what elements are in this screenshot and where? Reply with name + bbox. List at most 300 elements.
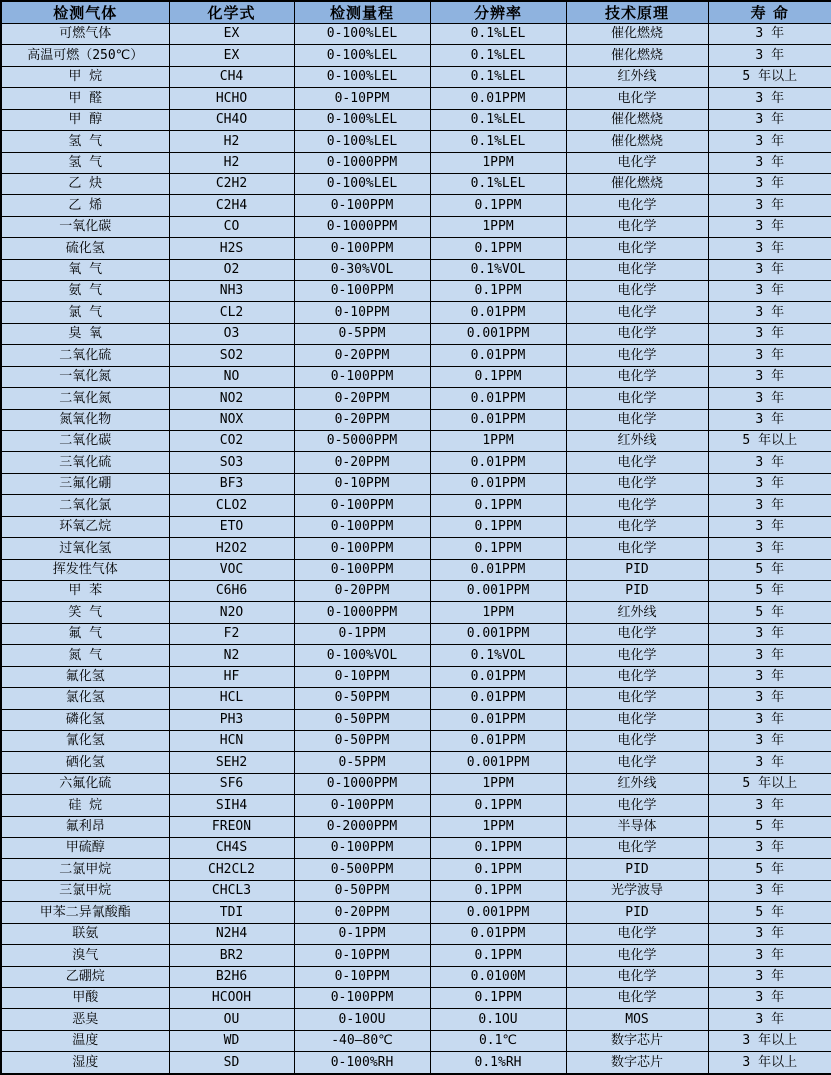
- formula-cell: NO2: [169, 388, 294, 409]
- range-cell: 0-10PPM: [294, 302, 430, 323]
- principle-cell: PID: [566, 559, 708, 580]
- formula-cell: C2H4: [169, 195, 294, 216]
- principle-cell: 催化燃烧: [566, 173, 708, 194]
- principle-cell: 电化学: [566, 281, 708, 302]
- formula-cell: CO2: [169, 431, 294, 452]
- column-header-range: 检测量程: [294, 1, 430, 24]
- principle-cell: 数字芯片: [566, 1030, 708, 1051]
- gas-name-cell: 甲 苯: [1, 580, 169, 601]
- range-cell: 0-10OU: [294, 1009, 430, 1030]
- principle-cell: PID: [566, 902, 708, 923]
- gas-name-cell: 硫化氢: [1, 238, 169, 259]
- resolution-cell: 0.1PPM: [430, 987, 566, 1008]
- lifespan-cell: 3 年以上: [708, 1052, 831, 1074]
- principle-cell: 电化学: [566, 302, 708, 323]
- resolution-cell: 0.01PPM: [430, 688, 566, 709]
- formula-cell: C6H6: [169, 580, 294, 601]
- gas-name-cell: 氟 气: [1, 623, 169, 644]
- principle-cell: 电化学: [566, 709, 708, 730]
- resolution-cell: 0.01PPM: [430, 345, 566, 366]
- lifespan-cell: 3 年: [708, 516, 831, 537]
- formula-cell: N2O: [169, 602, 294, 623]
- gas-name-cell: 溴气: [1, 945, 169, 966]
- principle-cell: 电化学: [566, 409, 708, 430]
- table-row: [1, 923, 831, 944]
- table-row: [1, 345, 831, 366]
- gas-name-cell: 硒化氢: [1, 752, 169, 773]
- lifespan-cell: 3 年: [708, 473, 831, 494]
- principle-cell: 电化学: [566, 323, 708, 344]
- gas-name-cell: 温度: [1, 1030, 169, 1051]
- resolution-cell: 0.1PPM: [430, 281, 566, 302]
- formula-cell: ETO: [169, 516, 294, 537]
- gas-name-cell: 三氟化硼: [1, 473, 169, 494]
- formula-cell: SD: [169, 1052, 294, 1074]
- lifespan-cell: 3 年: [708, 238, 831, 259]
- range-cell: 0-20PPM: [294, 902, 430, 923]
- gas-name-cell: 二氧化氮: [1, 388, 169, 409]
- gas-name-cell: 乙 炔: [1, 173, 169, 194]
- table-row: [1, 752, 831, 773]
- formula-cell: B2H6: [169, 966, 294, 987]
- formula-cell: NO: [169, 366, 294, 387]
- gas-name-cell: 一氧化氮: [1, 366, 169, 387]
- gas-name-cell: 湿度: [1, 1052, 169, 1074]
- range-cell: 0-100PPM: [294, 795, 430, 816]
- resolution-cell: 0.1%LEL: [430, 173, 566, 194]
- column-header-gas-name: 检测气体: [1, 1, 169, 24]
- formula-cell: O3: [169, 323, 294, 344]
- formula-cell: EX: [169, 24, 294, 45]
- principle-cell: 电化学: [566, 452, 708, 473]
- resolution-cell: 0.1%VOL: [430, 259, 566, 280]
- gas-name-cell: 一氧化碳: [1, 216, 169, 237]
- principle-cell: 电化学: [566, 259, 708, 280]
- table-row: [1, 109, 831, 130]
- formula-cell: WD: [169, 1030, 294, 1051]
- resolution-cell: 0.1%RH: [430, 1052, 566, 1074]
- lifespan-cell: 3 年: [708, 880, 831, 901]
- principle-cell: PID: [566, 859, 708, 880]
- gas-name-cell: 过氧化氢: [1, 538, 169, 559]
- table-row: [1, 666, 831, 687]
- range-cell: 0-100PPM: [294, 495, 430, 516]
- formula-cell: FREON: [169, 816, 294, 837]
- lifespan-cell: 3 年: [708, 495, 831, 516]
- principle-cell: 电化学: [566, 623, 708, 644]
- table-row: [1, 966, 831, 987]
- table-row: [1, 152, 831, 173]
- formula-cell: HCHO: [169, 88, 294, 109]
- table-row: [1, 473, 831, 494]
- principle-cell: 电化学: [566, 688, 708, 709]
- formula-cell: HCL: [169, 688, 294, 709]
- lifespan-cell: 3 年: [708, 259, 831, 280]
- formula-cell: VOC: [169, 559, 294, 580]
- formula-cell: F2: [169, 623, 294, 644]
- range-cell: 0-500PPM: [294, 859, 430, 880]
- table-row: [1, 773, 831, 794]
- range-cell: 0-100%LEL: [294, 24, 430, 45]
- resolution-cell: 0.1PPM: [430, 516, 566, 537]
- resolution-cell: 0.01PPM: [430, 409, 566, 430]
- gas-name-cell: 二氧化碳: [1, 431, 169, 452]
- principle-cell: 电化学: [566, 666, 708, 687]
- table-row: [1, 623, 831, 644]
- table-row: [1, 302, 831, 323]
- lifespan-cell: 3 年: [708, 730, 831, 751]
- lifespan-cell: 3 年: [708, 109, 831, 130]
- resolution-cell: 1PPM: [430, 602, 566, 623]
- resolution-cell: 0.1%LEL: [430, 24, 566, 45]
- lifespan-cell: 3 年: [708, 795, 831, 816]
- formula-cell: SO3: [169, 452, 294, 473]
- principle-cell: 电化学: [566, 538, 708, 559]
- gas-name-cell: 甲苯二异氰酸酯: [1, 902, 169, 923]
- formula-cell: C2H2: [169, 173, 294, 194]
- lifespan-cell: 5 年: [708, 580, 831, 601]
- principle-cell: 电化学: [566, 645, 708, 666]
- table-row: [1, 323, 831, 344]
- table-row: [1, 1009, 831, 1030]
- lifespan-cell: 3 年: [708, 538, 831, 559]
- range-cell: 0-100PPM: [294, 538, 430, 559]
- table-row: [1, 66, 831, 87]
- resolution-cell: 0.001PPM: [430, 902, 566, 923]
- resolution-cell: 0.001PPM: [430, 580, 566, 601]
- resolution-cell: 1PPM: [430, 431, 566, 452]
- gas-name-cell: 氟利昂: [1, 816, 169, 837]
- table-row: [1, 88, 831, 109]
- formula-cell: EX: [169, 45, 294, 66]
- resolution-cell: 0.1PPM: [430, 795, 566, 816]
- range-cell: 0-10PPM: [294, 945, 430, 966]
- gas-name-cell: 挥发性气体: [1, 559, 169, 580]
- resolution-cell: 0.1PPM: [430, 366, 566, 387]
- resolution-cell: 0.01PPM: [430, 666, 566, 687]
- formula-cell: O2: [169, 259, 294, 280]
- principle-cell: 电化学: [566, 473, 708, 494]
- gas-name-cell: 环氧乙烷: [1, 516, 169, 537]
- formula-cell: CHCL3: [169, 880, 294, 901]
- formula-cell: N2: [169, 645, 294, 666]
- range-cell: 0-30%VOL: [294, 259, 430, 280]
- range-cell: 0-100%LEL: [294, 109, 430, 130]
- formula-cell: SF6: [169, 773, 294, 794]
- table-row: [1, 431, 831, 452]
- table-row: [1, 366, 831, 387]
- formula-cell: HCOOH: [169, 987, 294, 1008]
- principle-cell: 电化学: [566, 216, 708, 237]
- lifespan-cell: 3 年: [708, 987, 831, 1008]
- resolution-cell: 1PPM: [430, 816, 566, 837]
- lifespan-cell: 5 年以上: [708, 66, 831, 87]
- formula-cell: H2: [169, 152, 294, 173]
- formula-cell: H2S: [169, 238, 294, 259]
- range-cell: 0-1000PPM: [294, 216, 430, 237]
- range-cell: 0-20PPM: [294, 452, 430, 473]
- principle-cell: 电化学: [566, 516, 708, 537]
- lifespan-cell: 3 年: [708, 966, 831, 987]
- range-cell: 0-100%VOL: [294, 645, 430, 666]
- resolution-cell: 0.001PPM: [430, 323, 566, 344]
- principle-cell: 电化学: [566, 366, 708, 387]
- resolution-cell: 0.1℃: [430, 1030, 566, 1051]
- table-row: [1, 816, 831, 837]
- table-row: [1, 645, 831, 666]
- table-row: [1, 452, 831, 473]
- resolution-cell: 0.1%VOL: [430, 645, 566, 666]
- resolution-cell: 0.1OU: [430, 1009, 566, 1030]
- resolution-cell: 0.001PPM: [430, 752, 566, 773]
- gas-name-cell: 甲 醛: [1, 88, 169, 109]
- formula-cell: CH4S: [169, 838, 294, 859]
- lifespan-cell: 5 年: [708, 559, 831, 580]
- table-row: [1, 131, 831, 152]
- lifespan-cell: 3 年: [708, 688, 831, 709]
- lifespan-cell: 3 年: [708, 645, 831, 666]
- principle-cell: 电化学: [566, 752, 708, 773]
- formula-cell: PH3: [169, 709, 294, 730]
- range-cell: 0-100PPM: [294, 838, 430, 859]
- lifespan-cell: 3 年: [708, 838, 831, 859]
- table-row: [1, 1052, 831, 1074]
- lifespan-cell: 3 年: [708, 195, 831, 216]
- principle-cell: 红外线: [566, 431, 708, 452]
- lifespan-cell: 3 年: [708, 323, 831, 344]
- range-cell: 0-20PPM: [294, 409, 430, 430]
- table-row: [1, 516, 831, 537]
- formula-cell: NH3: [169, 281, 294, 302]
- gas-name-cell: 氟化氢: [1, 666, 169, 687]
- resolution-cell: 0.1%LEL: [430, 109, 566, 130]
- lifespan-cell: 3 年: [708, 623, 831, 644]
- principle-cell: MOS: [566, 1009, 708, 1030]
- principle-cell: 电化学: [566, 730, 708, 751]
- gas-name-cell: 氧 气: [1, 259, 169, 280]
- lifespan-cell: 3 年: [708, 923, 831, 944]
- lifespan-cell: 3 年: [708, 388, 831, 409]
- range-cell: 0-20PPM: [294, 345, 430, 366]
- formula-cell: SIH4: [169, 795, 294, 816]
- lifespan-cell: 3 年: [708, 409, 831, 430]
- gas-name-cell: 臭 氧: [1, 323, 169, 344]
- gas-name-cell: 甲 烷: [1, 66, 169, 87]
- resolution-cell: 0.1%LEL: [430, 66, 566, 87]
- table-row: [1, 216, 831, 237]
- formula-cell: HF: [169, 666, 294, 687]
- range-cell: 0-100%RH: [294, 1052, 430, 1074]
- table-row: [1, 859, 831, 880]
- principle-cell: 催化燃烧: [566, 109, 708, 130]
- gas-name-cell: 甲硫醇: [1, 838, 169, 859]
- resolution-cell: 0.1PPM: [430, 495, 566, 516]
- range-cell: 0-10PPM: [294, 966, 430, 987]
- gas-name-cell: 二氯甲烷: [1, 859, 169, 880]
- formula-cell: CLO2: [169, 495, 294, 516]
- range-cell: 0-20PPM: [294, 580, 430, 601]
- range-cell: 0-20PPM: [294, 388, 430, 409]
- lifespan-cell: 3 年: [708, 281, 831, 302]
- table-row: [1, 795, 831, 816]
- range-cell: 0-100%LEL: [294, 45, 430, 66]
- table-row: [1, 238, 831, 259]
- principle-cell: 光学波导: [566, 880, 708, 901]
- table-row: [1, 195, 831, 216]
- formula-cell: CH4O: [169, 109, 294, 130]
- principle-cell: 红外线: [566, 66, 708, 87]
- lifespan-cell: 5 年: [708, 816, 831, 837]
- principle-cell: 红外线: [566, 602, 708, 623]
- range-cell: 0-1000PPM: [294, 773, 430, 794]
- gas-name-cell: 氮 气: [1, 645, 169, 666]
- gas-name-cell: 三氧化硫: [1, 452, 169, 473]
- resolution-cell: 0.1%LEL: [430, 131, 566, 152]
- principle-cell: 电化学: [566, 388, 708, 409]
- range-cell: 0-1PPM: [294, 923, 430, 944]
- lifespan-cell: 3 年: [708, 302, 831, 323]
- resolution-cell: 0.01PPM: [430, 923, 566, 944]
- gas-name-cell: 可燃气体: [1, 24, 169, 45]
- lifespan-cell: 3 年: [708, 452, 831, 473]
- range-cell: 0-5000PPM: [294, 431, 430, 452]
- range-cell: 0-50PPM: [294, 688, 430, 709]
- table-row: [1, 945, 831, 966]
- formula-cell: H2: [169, 131, 294, 152]
- gas-name-cell: 磷化氢: [1, 709, 169, 730]
- range-cell: 0-100%LEL: [294, 66, 430, 87]
- resolution-cell: 0.0100M: [430, 966, 566, 987]
- table-row: [1, 688, 831, 709]
- range-cell: 0-5PPM: [294, 323, 430, 344]
- principle-cell: 电化学: [566, 152, 708, 173]
- gas-name-cell: 联氨: [1, 923, 169, 944]
- formula-cell: OU: [169, 1009, 294, 1030]
- formula-cell: SEH2: [169, 752, 294, 773]
- table-row: [1, 409, 831, 430]
- resolution-cell: 0.01PPM: [430, 302, 566, 323]
- table-row: [1, 45, 831, 66]
- formula-cell: N2H4: [169, 923, 294, 944]
- table-row: [1, 709, 831, 730]
- gas-name-cell: 三氯甲烷: [1, 880, 169, 901]
- lifespan-cell: 3 年: [708, 45, 831, 66]
- gas-name-cell: 氯化氢: [1, 688, 169, 709]
- lifespan-cell: 5 年: [708, 902, 831, 923]
- principle-cell: 电化学: [566, 795, 708, 816]
- range-cell: 0-100%LEL: [294, 173, 430, 194]
- lifespan-cell: 3 年: [708, 366, 831, 387]
- gas-name-cell: 恶臭: [1, 1009, 169, 1030]
- range-cell: 0-100%LEL: [294, 131, 430, 152]
- gas-name-cell: 高温可燃（250℃）: [1, 45, 169, 66]
- formula-cell: TDI: [169, 902, 294, 923]
- formula-cell: H2O2: [169, 538, 294, 559]
- table-row: [1, 1030, 831, 1051]
- gas-name-cell: 甲 醇: [1, 109, 169, 130]
- resolution-cell: 1PPM: [430, 216, 566, 237]
- principle-cell: 电化学: [566, 987, 708, 1008]
- resolution-cell: 0.1%LEL: [430, 45, 566, 66]
- range-cell: 0-100PPM: [294, 238, 430, 259]
- lifespan-cell: 3 年: [708, 152, 831, 173]
- resolution-cell: 0.1PPM: [430, 859, 566, 880]
- principle-cell: 红外线: [566, 773, 708, 794]
- gas-name-cell: 氯 气: [1, 302, 169, 323]
- range-cell: 0-50PPM: [294, 709, 430, 730]
- gas-name-cell: 笑 气: [1, 602, 169, 623]
- column-header-resolution: 分辨率: [430, 1, 566, 24]
- principle-cell: 电化学: [566, 945, 708, 966]
- column-header-principle: 技术原理: [566, 1, 708, 24]
- table-row: [1, 24, 831, 45]
- lifespan-cell: 3 年: [708, 945, 831, 966]
- resolution-cell: 0.1PPM: [430, 195, 566, 216]
- principle-cell: 催化燃烧: [566, 131, 708, 152]
- range-cell: 0-100PPM: [294, 366, 430, 387]
- gas-name-cell: 氨 气: [1, 281, 169, 302]
- range-cell: 0-100PPM: [294, 195, 430, 216]
- resolution-cell: 0.01PPM: [430, 452, 566, 473]
- table-row: [1, 173, 831, 194]
- table-row: [1, 538, 831, 559]
- range-cell: -40—80℃: [294, 1030, 430, 1051]
- resolution-cell: 0.1PPM: [430, 838, 566, 859]
- lifespan-cell: 3 年: [708, 709, 831, 730]
- principle-cell: 电化学: [566, 838, 708, 859]
- lifespan-cell: 3 年: [708, 752, 831, 773]
- resolution-cell: 0.01PPM: [430, 709, 566, 730]
- range-cell: 0-100PPM: [294, 559, 430, 580]
- gas-name-cell: 氰化氢: [1, 730, 169, 751]
- principle-cell: 电化学: [566, 195, 708, 216]
- table-row: [1, 259, 831, 280]
- formula-cell: NOX: [169, 409, 294, 430]
- lifespan-cell: 3 年: [708, 24, 831, 45]
- table-row: [1, 902, 831, 923]
- resolution-cell: 0.01PPM: [430, 388, 566, 409]
- principle-cell: 电化学: [566, 966, 708, 987]
- principle-cell: PID: [566, 580, 708, 601]
- header-row: [1, 1, 831, 24]
- column-header-lifespan: 寿 命: [708, 1, 831, 24]
- resolution-cell: 0.001PPM: [430, 623, 566, 644]
- formula-cell: CO: [169, 216, 294, 237]
- lifespan-cell: 3 年: [708, 131, 831, 152]
- lifespan-cell: 3 年: [708, 1009, 831, 1030]
- formula-cell: BF3: [169, 473, 294, 494]
- principle-cell: 催化燃烧: [566, 24, 708, 45]
- range-cell: 0-1000PPM: [294, 602, 430, 623]
- principle-cell: 电化学: [566, 88, 708, 109]
- lifespan-cell: 5 年以上: [708, 773, 831, 794]
- resolution-cell: 0.1PPM: [430, 880, 566, 901]
- formula-cell: HCN: [169, 730, 294, 751]
- lifespan-cell: 3 年: [708, 666, 831, 687]
- range-cell: 0-5PPM: [294, 752, 430, 773]
- resolution-cell: 0.01PPM: [430, 473, 566, 494]
- resolution-cell: 0.01PPM: [430, 88, 566, 109]
- gas-name-cell: 乙 烯: [1, 195, 169, 216]
- formula-cell: CL2: [169, 302, 294, 323]
- range-cell: 0-1000PPM: [294, 152, 430, 173]
- lifespan-cell: 3 年: [708, 173, 831, 194]
- range-cell: 0-100PPM: [294, 281, 430, 302]
- table-row: [1, 388, 831, 409]
- formula-cell: CH2CL2: [169, 859, 294, 880]
- resolution-cell: 1PPM: [430, 152, 566, 173]
- range-cell: 0-1PPM: [294, 623, 430, 644]
